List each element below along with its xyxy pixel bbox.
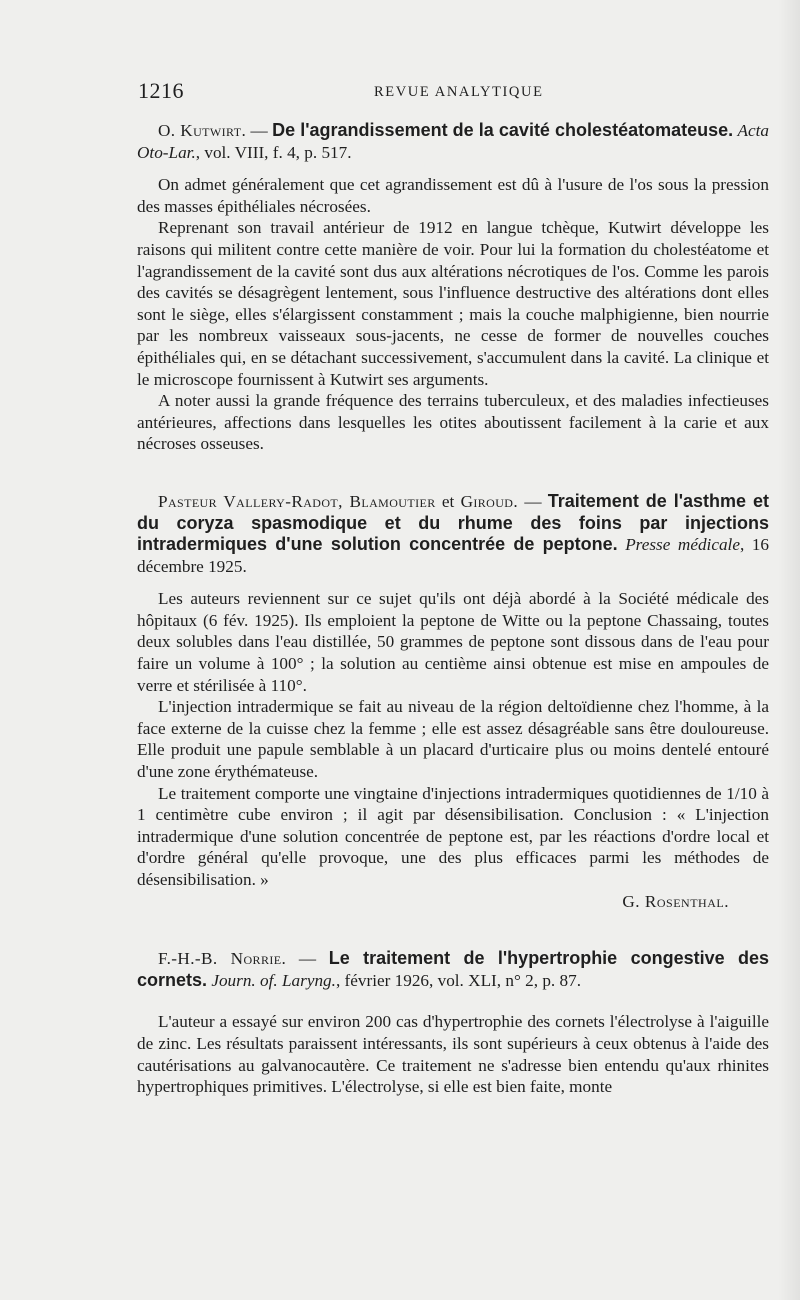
heading-dash: — — [518, 491, 548, 511]
article-heading — [137, 491, 769, 577]
article-paragraph: L'auteur a essayé sur environ 200 cas d'hypertrophie des cornets l'électrolyse à l'aiguille de zinc. Les résultats paraissent intéressants, ils sont supérieurs à ceux obtenus à l'aide des cautérisations au galvanocautère. Ce traitement ne s'adresse bien entendu qu'aux rhinites hypertrophiques primitives. L'électrolyse, si elle est bien faite, monte — [137, 1012, 769, 1097]
article-title: Le traitement de l'hypertrophie congestive des cornets. — [137, 948, 770, 990]
article-norrie — [137, 948, 769, 1098]
reviewer-signature: G. Rosenthal. — [622, 891, 729, 911]
article-author-2: Giroud. — [460, 491, 519, 511]
article-title: De l'agrandissement de la cavité cholestéatomateuse. — [272, 120, 734, 140]
running-title: REVUE ANALYTIQUE — [374, 84, 544, 100]
article-journal: Presse médicale — [625, 535, 740, 555]
article-paragraph: On admet généralement que cet agrandissement est dû à l'usure de l'os sous la pression des masses épithéliales nécrosées. — [137, 175, 769, 216]
article-kutwirt — [137, 120, 769, 455]
article-paragraph: Reprenant son travail antérieur de 1912 en langue tchèque, Kutwirt développe les raisons qui militent contre cette manière de voir. Pour lui la formation du cholestéatome et l'agrandissement de la cavité sont dus aux altérations nécrotiques de l'os. Comme les parois des cavités se désagrègent lentement, sous l'influence destructive des altérations dont elles sont le siège, elles s'élargissent constamment ; mais la couche malphigienne, bien nourrie par les nombreux vaisseaux sous-jacents, ne cesse de former de nouvelles couches épithéliales qui, en se détachant successivement, s'accumulent dans la cavité. La clinique et le microscope fournissent à Kutwirt ses arguments. — [137, 218, 769, 389]
page-edge-shadow — [778, 0, 800, 1300]
article-reference: , 16 décembre 1925. — [137, 535, 770, 576]
page-number: 1216 — [138, 78, 184, 103]
heading-dash: — — [246, 121, 273, 140]
article-journal: Journ. of. Laryng. — [211, 970, 336, 990]
reviewer-signature-row — [137, 891, 769, 913]
article-author: O. Kutwirt. — [158, 121, 247, 140]
article-paragraph: Le traitement comporte une vingtaine d'injections intradermiques quotidiennes de 1/10 à 1 centimètre cube environ ; il agit par désensibilisation. Conclusion : « L'injection intradermique d'une solution concentrée de peptone est, par les réactions d'ordre local et d'ordre général qu'elle provoque, une des plus efficaces parmi les méthodes de désensibilisation. » — [137, 783, 769, 889]
author-joiner: et — [435, 491, 461, 511]
page-content — [137, 120, 769, 1098]
article-heading — [137, 948, 769, 991]
article-reference: , vol. VIII, f. 4, p. 517. — [195, 142, 352, 162]
heading-dash: — — [286, 949, 329, 969]
article-heading — [137, 120, 769, 163]
article-author: F.-H.-B. Norrie. — [158, 949, 287, 969]
article-reference: , février 1926, vol. XLI, n° 2, p. 87. — [335, 970, 582, 990]
article-journal: Acta Oto-Lar. — [137, 121, 770, 162]
article-paragraph: A noter aussi la grande fréquence des terrains tuberculeux, et des maladies infectieuses antérieures, affections dans lesquelles les otites aboutissent facilement à la carie et aux nécroses osseuses. — [137, 391, 769, 454]
article-author: Pasteur Vallery-Radot, Blamoutier — [158, 491, 436, 511]
article-paragraph: L'injection intradermique se fait au niveau de la région deltoïdienne chez l'homme, à la face externe de la cuisse chez la femme ; elle est assez désagréable sans être douloureuse. Elle produit une papule semblable à un placard d'urticaire plus ou moins dentelé entouré d'une zone érythémateuse. — [137, 697, 769, 782]
page-header — [138, 78, 768, 108]
article-paragraph: Les auteurs reviennent sur ce sujet qu'ils ont déjà abordé à la Société médicale des hôpitaux (6 fév. 1925). Ils emploient la peptone de Witte ou la peptone Chassaing, toutes deux solubles dans l'eau distillée, 50 grammes de peptone sont dissous dans de l'eau pour faire un volume à 100° ; la solution au centième ainsi obtenue est mise en ampoules de verre et stérilisée à 110°. — [137, 589, 769, 695]
article-title: Traitement de l'asthme et du coryza spasmodique et du rhume des foins par injections intradermiques d'une solution concentrée de peptone. — [137, 490, 770, 555]
article-pasteur-vallery-radot — [137, 491, 769, 912]
